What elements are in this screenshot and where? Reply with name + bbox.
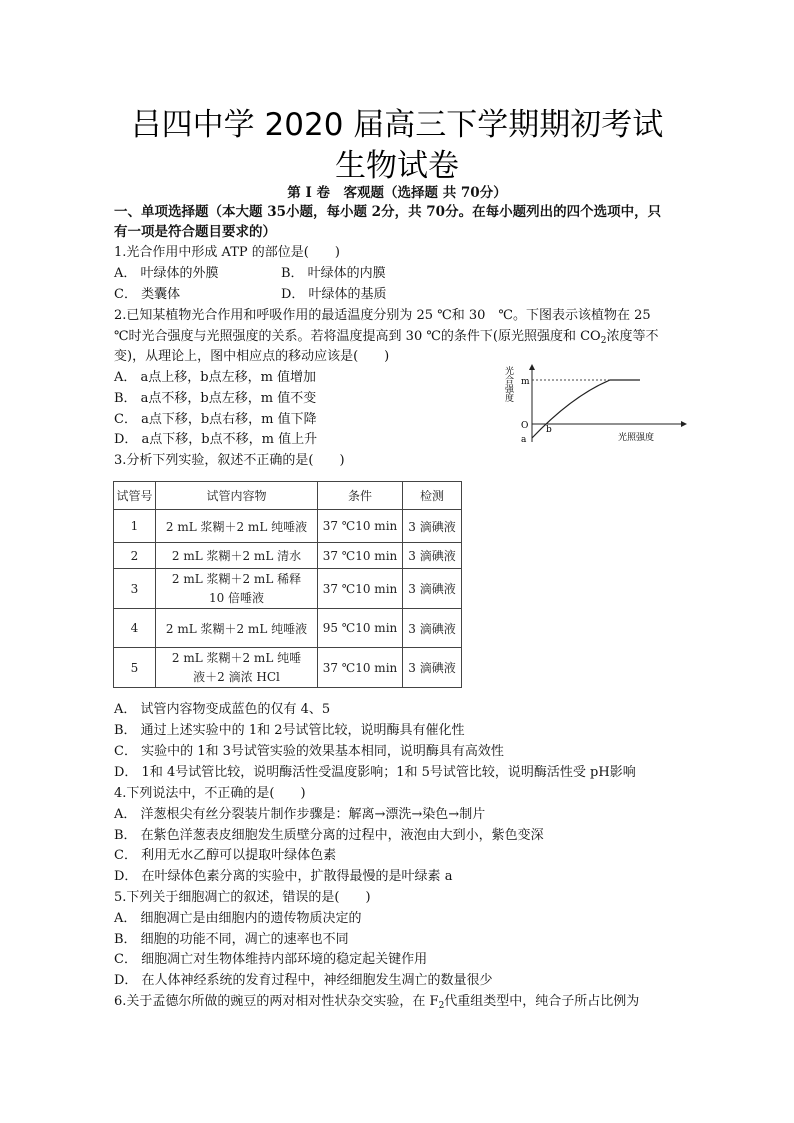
y-axis-label: 光合强度	[503, 366, 513, 402]
table-cell-line: 液＋2 滴浓 HCl	[193, 669, 280, 684]
q6-stem-text: 6.关于孟德尔所做的豌豆的两对相对性状杂交实验，在 F	[114, 994, 439, 1009]
photosynthesis-chart	[500, 360, 690, 448]
q2-stem-line3: 变)，从理论上，图中相应点的移动应该是( )	[114, 349, 390, 364]
table-row	[114, 510, 462, 543]
section-heading-line1: 一、单项选择题（本大题 35小题，每小题 2分，共 70分。在每小题列出的四个选项中，只	[114, 204, 662, 220]
exam-title: 吕四中学 2020 届高三下学期期初考试	[130, 107, 664, 143]
table-cell: 2 mL 浆糊＋2 mL 清水	[156, 543, 318, 569]
exam-subtitle: 生物试卷	[335, 148, 459, 184]
table-cell: 37 ℃10 min	[318, 543, 403, 569]
q3-option-a: A． 试管内容物变成蓝色的仅有 4、5	[114, 702, 331, 717]
table-cell: 1	[114, 510, 156, 543]
q4-option-a: A． 洋葱根尖有丝分裂装片制作步骤是：解离→漂洗→染色→制片	[114, 807, 486, 822]
section-heading-line2: 有一项是符合题目要求的）	[114, 224, 276, 240]
q2-stem-line2-text: ℃时光合强度与光照强度的关系。若将温度提高到 30 ℃的条件下(原光照强度和 CO	[114, 329, 601, 344]
table-cell-line: 10 倍唾液	[208, 590, 265, 605]
q1-option-a: A． 叶绿体的外膜	[114, 266, 219, 281]
table-cell: 5	[114, 648, 156, 688]
q5-option-c: C． 细胞凋亡对生物体维持内部环境的稳定起关键作用	[114, 952, 428, 967]
q5-option-b: B． 细胞的功能不同，凋亡的速率也不同	[114, 932, 349, 947]
table-header: 检测	[403, 482, 462, 510]
q5-stem: 5.下列关于细胞凋亡的叙述，错误的是( )	[114, 890, 371, 905]
table-cell	[156, 569, 318, 609]
q5-option-d: D． 在人体神经系统的发育过程中，神经细胞发生凋亡的数量很少	[114, 973, 493, 988]
q1-option-d: D． 叶绿体的基质	[281, 287, 387, 302]
table-cell: 3 滴碘液	[403, 510, 462, 543]
point-b-label: b	[546, 425, 552, 435]
q4-option-d: D． 在叶绿体色素分离的实验中，扩散得最慢的是叶绿素 a	[114, 869, 453, 884]
table-cell: 37 ℃10 min	[318, 569, 403, 609]
point-a-label: a	[521, 435, 527, 445]
q1-stem: 1.光合作用中形成 ATP 的部位是( )	[114, 245, 340, 260]
q6-stem	[114, 992, 639, 1016]
q2-option-c: C． a点下移，b点右移，m 值下降	[114, 412, 317, 427]
table-cell: 95 ℃10 min	[318, 609, 403, 648]
q2-option-d: D． a点下移，b点不移，m 值上升	[114, 432, 318, 447]
table-cell: 37 ℃10 min	[318, 648, 403, 688]
point-m-label: m	[521, 377, 530, 387]
q3-option-c: C． 实验中的 1和 3号试管实验的效果基本相同，说明酶具有高效性	[114, 744, 504, 759]
table-cell: 3 滴碘液	[403, 609, 462, 648]
table-cell-line: 2 mL 浆糊＋2 mL 纯唾	[171, 650, 302, 665]
q6-stem-tail: 代重组类型中，纯合子所占比例为	[444, 994, 640, 1009]
table-row	[114, 648, 462, 688]
experiment-table	[113, 481, 462, 688]
table-cell: 2	[114, 543, 156, 569]
q1-option-b: B． 叶绿体的内膜	[281, 266, 386, 281]
table-row	[114, 609, 462, 648]
table-header: 试管内容物	[156, 482, 318, 510]
q3-stem: 3.分析下列实验，叙述不正确的是( )	[114, 453, 345, 468]
co2-subscript: 2	[600, 336, 607, 346]
table-cell: 37 ℃10 min	[318, 510, 403, 543]
q4-stem: 4.下列说法中，不正确的是( )	[114, 786, 306, 801]
part-heading: 第 I 卷 客观题（选择题 共 70分）	[287, 185, 507, 201]
table-cell: 3	[114, 569, 156, 609]
q2-stem-line1: 2.已知某植物光合作用和呼吸作用的最适温度分别为 25 ℃和 30 ℃。下图表示该植物在 25	[114, 308, 651, 323]
q2-option-a: A． a点上移，b点左移，m 值增加	[114, 370, 317, 385]
q3-option-d: D． 1和 4号试管比较，说明酶活性受温度影响；1和 5号试管比较，说明酶活性受 pH影响	[114, 765, 636, 780]
table-cell	[156, 648, 318, 688]
table-cell: 2 mL 浆糊＋2 mL 纯唾液	[156, 609, 318, 648]
table-cell: 3 滴碘液	[403, 569, 462, 609]
table-row	[114, 569, 462, 609]
table-row	[114, 543, 462, 569]
origin-label: O	[521, 421, 529, 431]
table-header-row	[114, 482, 462, 510]
q4-option-c: C． 利用无水乙醇可以提取叶绿体色素	[114, 848, 337, 863]
table-cell-line: 2 mL 浆糊＋2 mL 稀释	[171, 571, 302, 586]
table-header: 试管号	[114, 482, 156, 510]
x-axis-label: 光照强度	[618, 433, 655, 443]
table-cell: 3 滴碘液	[403, 648, 462, 688]
table-cell: 4	[114, 609, 156, 648]
table-header: 条件	[318, 482, 403, 510]
table-cell: 2 mL 浆糊＋2 mL 纯唾液	[156, 510, 318, 543]
q1-option-c: C． 类囊体	[114, 287, 181, 302]
q2-option-b: B． a点不移，b点左移，m 值不变	[114, 391, 317, 406]
q4-option-b: B． 在紫色洋葱表皮细胞发生质壁分离的过程中，液泡由大到小，紫色变深	[114, 828, 544, 843]
table-cell: 3 滴碘液	[403, 543, 462, 569]
q3-option-b: B． 通过上述实验中的 1和 2号试管比较，说明酶具有催化性	[114, 723, 465, 738]
q5-option-a: A． 细胞凋亡是由细胞内的遗传物质决定的	[114, 911, 362, 926]
f2-subscript: 2	[438, 1001, 445, 1011]
q2-stem-line2-tail: 浓度等不	[606, 329, 659, 344]
